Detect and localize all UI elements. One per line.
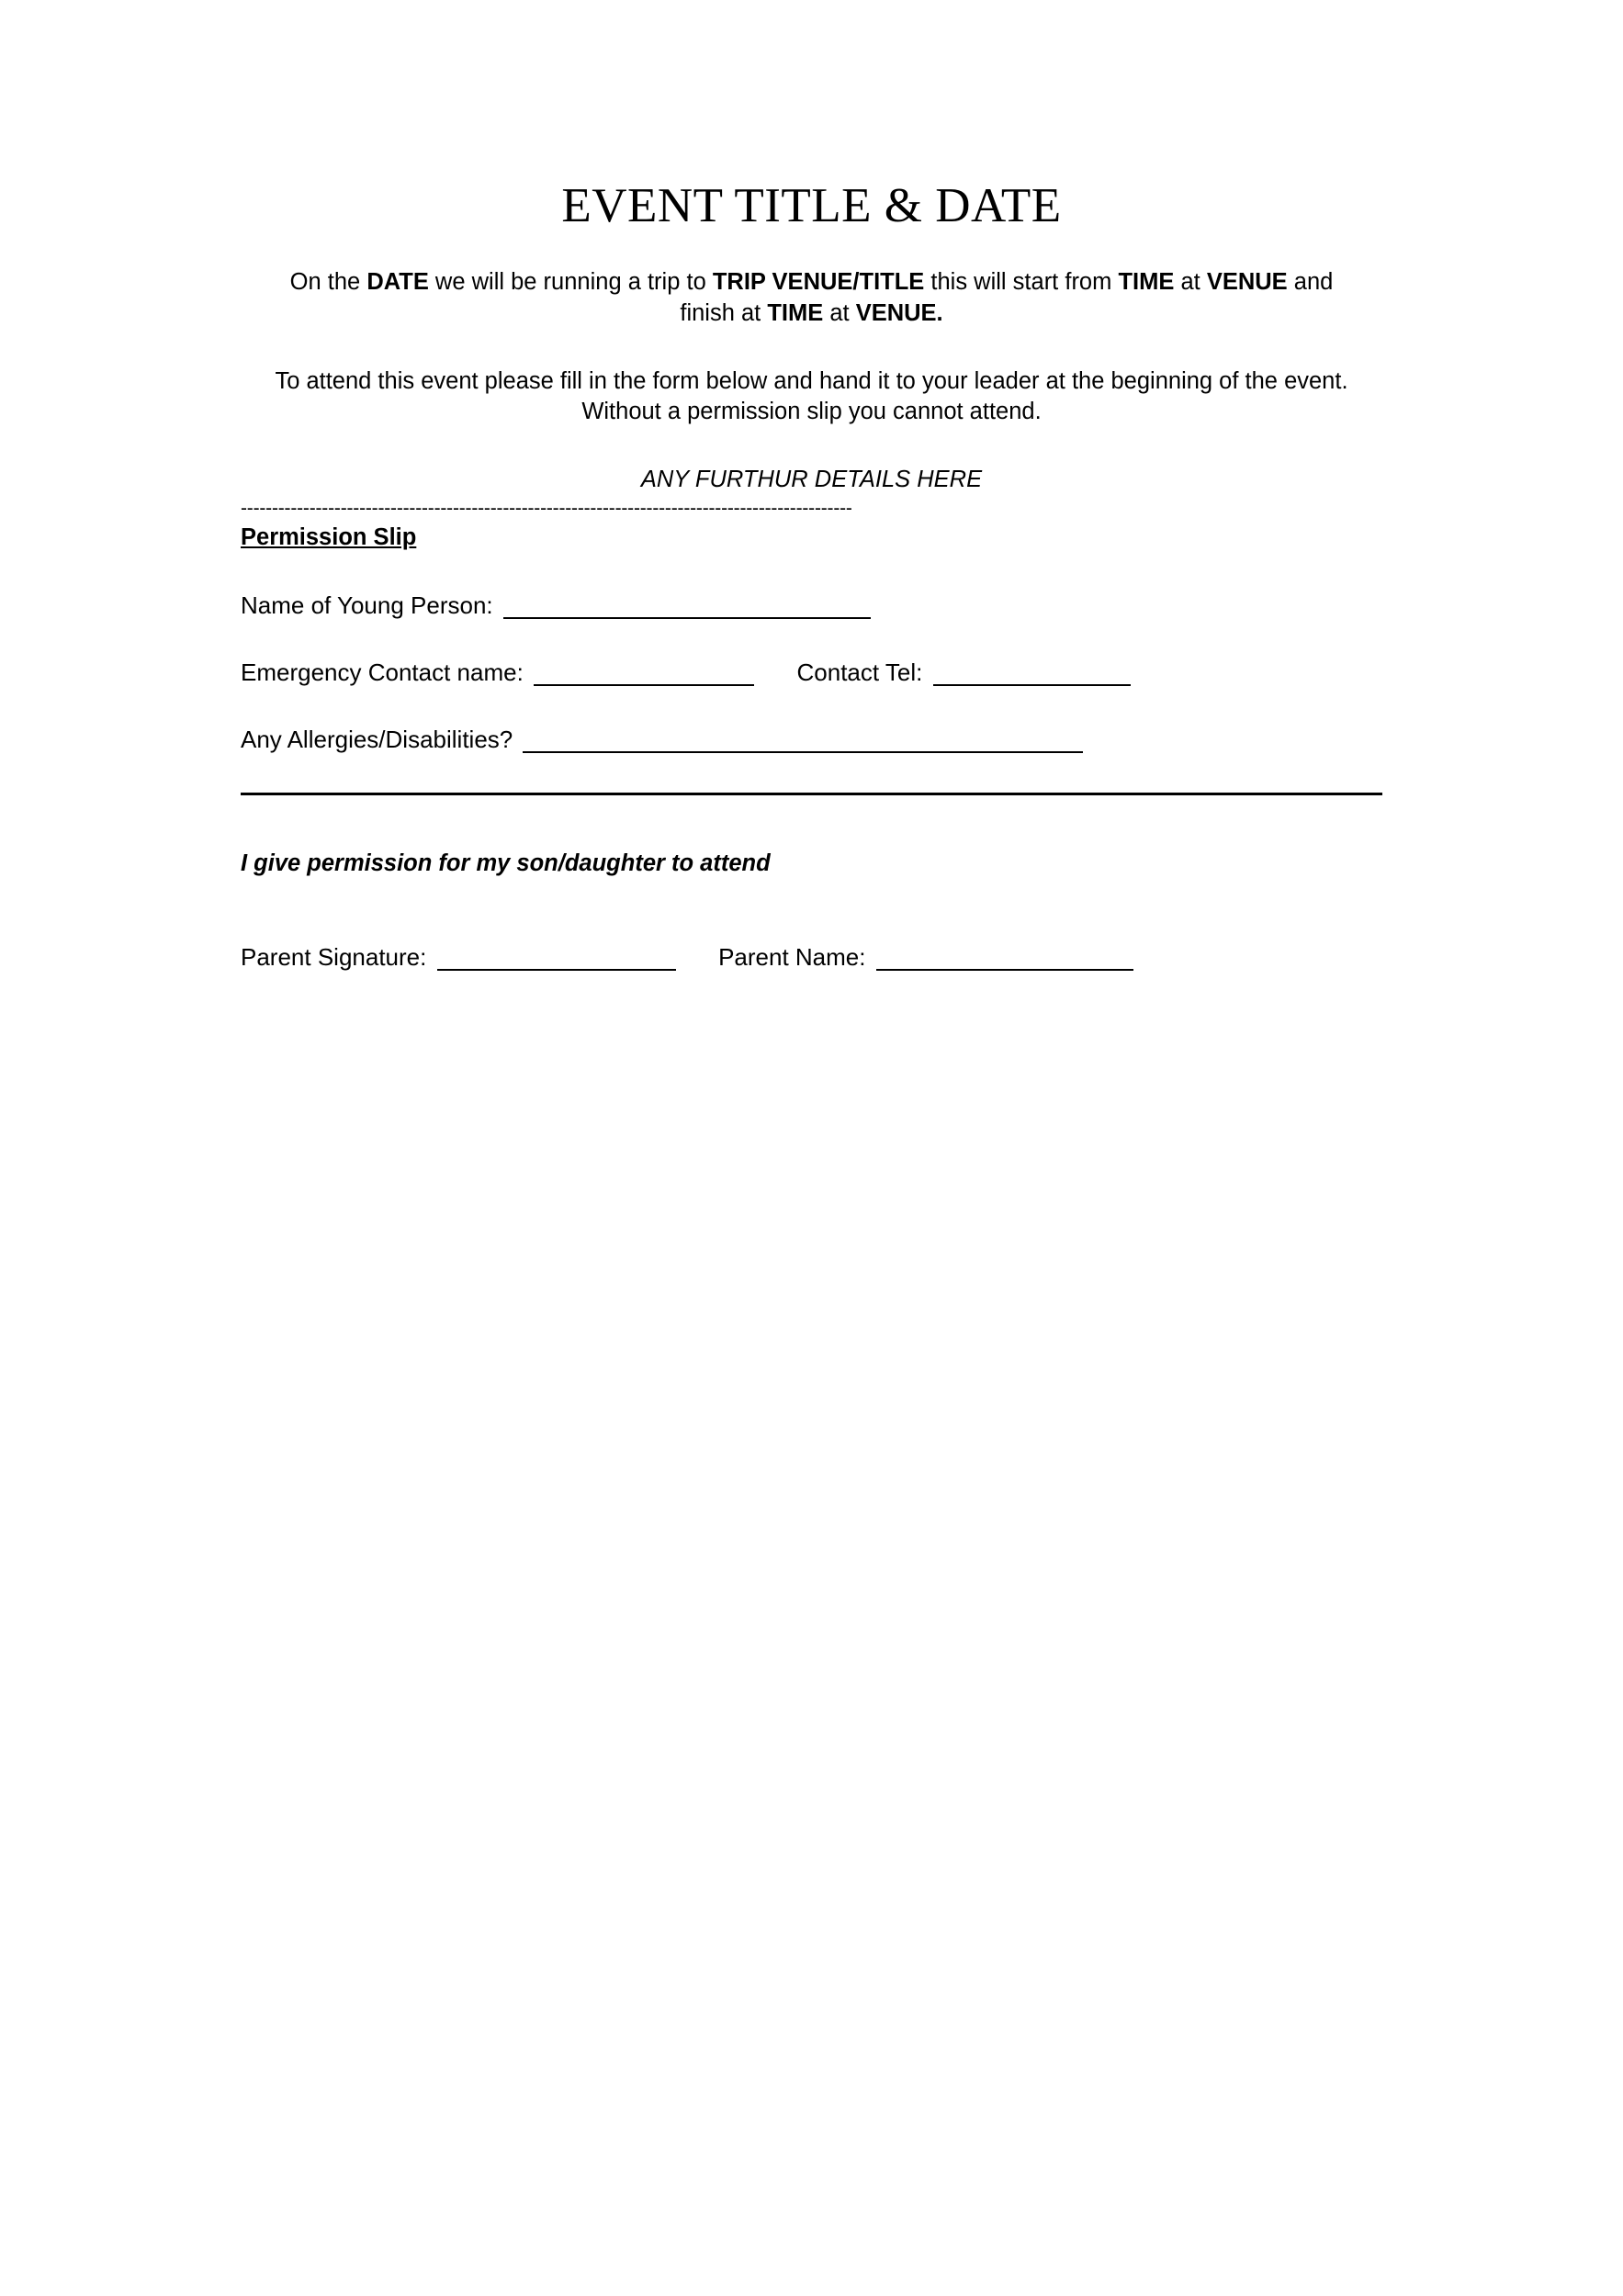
allergies-input-blank[interactable] [523,726,1083,753]
young-person-label: Name of Young Person: [241,591,493,619]
contact-tel-input-blank[interactable] [933,659,1131,686]
intro-bold-end-venue: VENUE. [855,299,943,326]
young-person-input-blank[interactable] [503,591,871,618]
field-row-allergies [241,726,1382,754]
emergency-contact-input-blank[interactable] [534,659,754,686]
parent-name-label: Parent Name: [718,943,866,972]
field-row-signature [241,943,1382,972]
page-title: EVENT TITLE & DATE [561,179,1062,232]
intro-seg-6: at [823,299,856,326]
permission-slip-heading: Permission Slip [241,523,417,550]
field-row-emergency-contact [241,658,1382,687]
intro-seg-4: at [1174,269,1207,296]
emergency-contact-label: Emergency Contact name: [241,658,524,687]
contact-tel-label: Contact Tel: [796,658,923,687]
intro-bold-trip-venue: TRIP VENUE/TITLE [712,269,925,296]
document-content [241,179,1382,972]
intro-bold-start-time: TIME [1118,269,1175,296]
further-details-text: ANY FURTHUR DETAILS HERE [640,466,983,492]
intro-seg-1: On the [289,269,367,296]
intro-seg-5: and finish at [680,269,1334,326]
dashed-divider: -------------------------------------------------------------------------------------------------- [241,498,852,519]
intro-seg-3: this will start from [924,269,1119,296]
intro-bold-date: DATE [366,269,429,296]
permission-statement: I give permission for my son/daughter to attend [241,850,771,877]
instruction-paragraph: To attend this event please fill in the form below and hand it to your leader at the beginning of the event. Without a permission slip you cannot attend. [275,367,1348,425]
parent-signature-input-blank[interactable] [437,944,676,971]
intro-bold-start-venue: VENUE [1206,269,1288,296]
intro-seg-2: we will be running a trip to [428,269,713,296]
parent-name-input-blank[interactable] [876,944,1133,971]
allergies-label: Any Allergies/Disabilities? [241,726,513,754]
field-row-young-person [241,591,1382,620]
intro-paragraph [241,267,1382,329]
intro-bold-end-time: TIME [767,299,824,326]
parent-signature-label: Parent Signature: [241,943,427,972]
section-divider [241,793,1382,795]
